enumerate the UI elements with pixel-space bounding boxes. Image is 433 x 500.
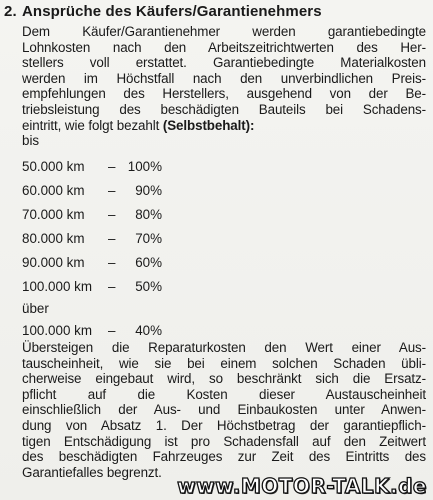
last-line-text: eintritt, wie folgt bezahlt	[22, 117, 160, 133]
paragraph-2-line: dung von Absatz 1. Der Höchstbetrag der garantiepflich-	[22, 417, 426, 433]
rate-percent: 50%	[135, 279, 162, 294]
paragraph-1-last-line	[22, 118, 426, 134]
rate-dash: –	[108, 183, 116, 198]
rate-percent: 80%	[135, 207, 162, 222]
section-title: Ansprüche des Käufers/Garantienehmers	[22, 3, 322, 20]
rate-km: 90.000 km	[22, 255, 85, 270]
section-heading	[4, 3, 322, 20]
rate-km: 70.000 km	[22, 207, 85, 222]
paragraph-2-line: einschließlich der Aus- und Einbaukosten unter Anwen-	[22, 402, 426, 418]
paragraph-2	[22, 340, 426, 480]
paragraph-2-line: Garantiefalles begrenzt.	[22, 464, 162, 480]
watermark-logo: www.MOTOR-TALK.de	[177, 474, 427, 498]
section-number: 2.	[4, 3, 17, 20]
rate-km: 50.000 km	[22, 159, 85, 174]
rate-dash: –	[108, 323, 116, 338]
paragraph-1-line: empfehlungen des Herstellers, ausgehend von der Be-	[22, 86, 426, 102]
rate-percent: 100%	[127, 159, 162, 174]
rate-row	[22, 159, 162, 174]
paragraph-1-line: werden im Höchstfall nach den unverbindlichen Preis-	[22, 70, 426, 86]
paragraph-2-line: des beschädigten Fahrzeuges zur Zeit des Eintritts des	[22, 449, 426, 465]
rate-row	[22, 323, 162, 338]
label-ueber: über	[22, 301, 49, 316]
paragraph-2-line: cherweise eingebaut wird, so beschränkt sich die Ersatz-	[22, 371, 426, 387]
rate-km: 100.000 km	[22, 279, 92, 294]
label-bis: bis	[22, 133, 40, 148]
paragraph-1-line: Lohnkosten nach den Arbeitszeitrichtwerten des Her-	[22, 39, 426, 55]
rate-km: 80.000 km	[22, 231, 85, 246]
rate-percent: 60%	[135, 255, 162, 270]
rate-row	[22, 279, 162, 294]
paragraph-1-line: stellers voll erstattet. Garantiebedingte Materialkosten	[22, 55, 426, 71]
paragraph-2-line: tauscheinheit, wie sie bei einem solchen Schaden übli-	[22, 355, 426, 371]
paragraph-1-line: Dem Käufer/Garantienehmer werden garantiebedingte	[22, 24, 426, 39]
rate-dash: –	[108, 207, 116, 222]
rate-dash: –	[108, 255, 116, 270]
rate-percent: 40%	[135, 323, 162, 338]
rate-dash: –	[108, 231, 116, 246]
paragraph-1-line: triebsleistung des beschädigten Bauteils bei Schadens-	[22, 101, 426, 117]
rate-row	[22, 255, 162, 270]
paragraph-2-line: pflicht auf die Kosten dieser Austauscheinheit	[22, 386, 426, 402]
rate-dash: –	[108, 279, 116, 294]
paragraph-1	[22, 24, 426, 133]
rate-percent: 90%	[135, 183, 162, 198]
rate-dash: –	[108, 159, 116, 174]
rate-km: 60.000 km	[22, 183, 85, 198]
rate-km: 100.000 km	[22, 323, 92, 338]
paragraph-2-line: Übersteigen die Reparaturkosten den Wert einer Aus-	[22, 340, 426, 355]
rate-row	[22, 231, 162, 246]
rate-percent: 70%	[135, 231, 162, 246]
paragraph-2-line: tigen Entschädigung ist pro Schadensfall auf den Zeitwert	[22, 433, 426, 449]
selbstbehalt-label: (Selbstbehalt):	[162, 117, 255, 133]
rate-row	[22, 183, 162, 198]
rate-row	[22, 207, 162, 222]
